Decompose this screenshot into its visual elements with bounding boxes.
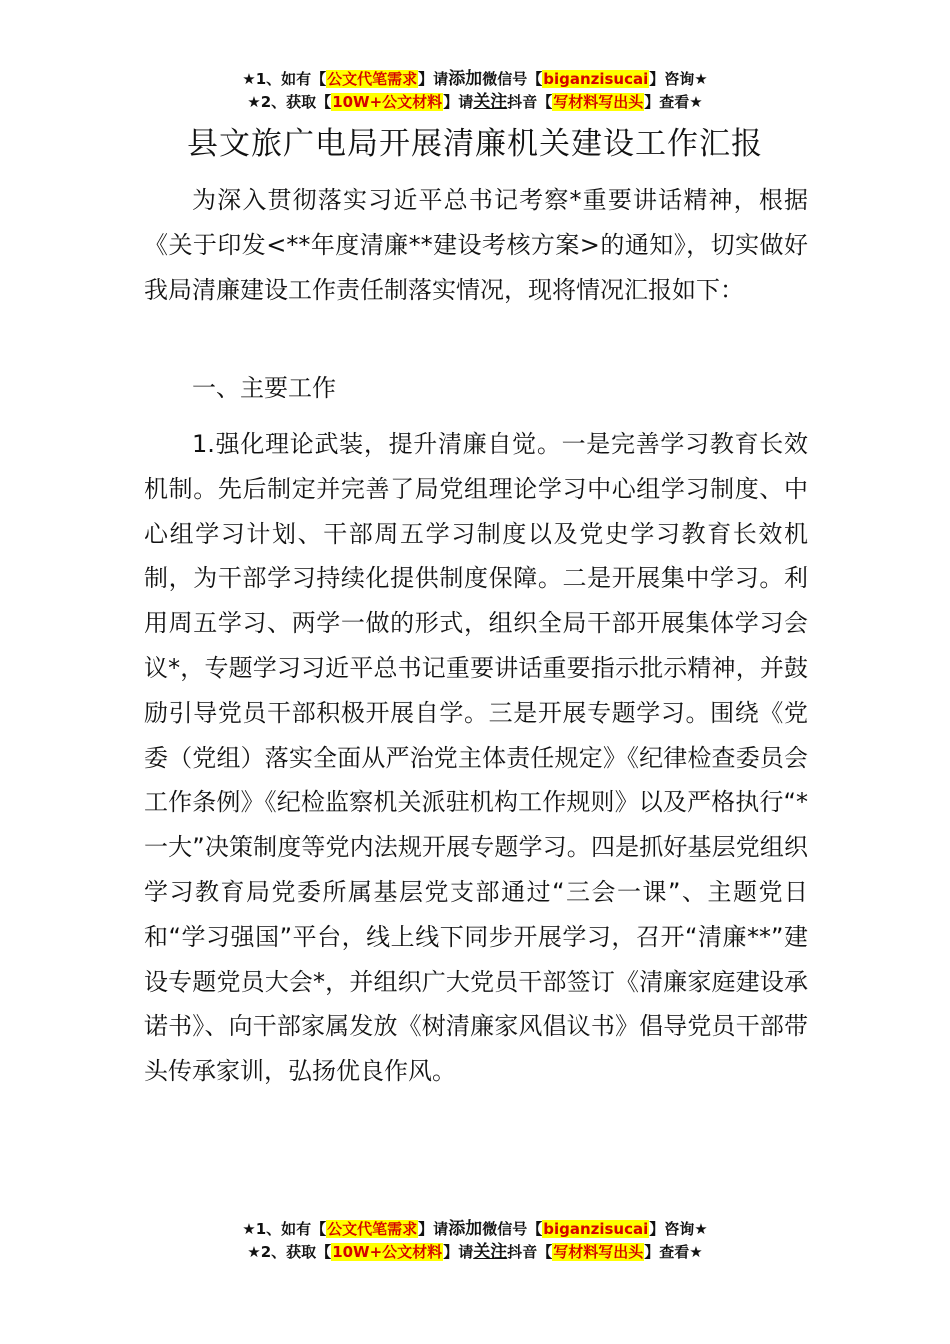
promo-text: 抖音【 bbox=[507, 93, 553, 111]
section-heading-block bbox=[144, 366, 808, 411]
promo-text: 微信号【 bbox=[482, 70, 543, 88]
section-body bbox=[144, 422, 808, 1094]
promo-banner-top bbox=[0, 68, 950, 114]
promo-text: 微信号【 bbox=[482, 1220, 543, 1238]
promo-text: 】咨询★ bbox=[649, 1220, 708, 1238]
promo-line-1 bbox=[0, 1218, 950, 1241]
promo-text: 】请 bbox=[443, 93, 474, 111]
body-paragraph: 1.强化理论武装，提升清廉自觉。一是完善学习教育长效机制。先后制定并完善了局党组理论学习中心组学习制度、中心组学习计划、干部周五学习制度以及党史学习教育长效机制，为干部学习持续化提供制度保障。二是开展集中学习。利用周五学习、两学一做的形式，组织全局干部开展集体学习会议*，专题学习习近平总书记重要讲话重要指示批示精神，并鼓励引导党员干部积极开展自学。三是开展专题学习。围绕《党委（党组）落实全面从严治党主体责任规定》《纪律检查委员会工作条例》《纪检监察机关派驻机构工作规则》以及严格执行“*一大”决策制度等党内法规开展专题学习。四是抓好基层党组织学习教育局党委所属基层党支部通过“三会一课”、主题党日和“学习强国”平台，线上线下同步开展学习，召开“清廉**”建设专题党员大会*，并组织广大党员干部签订《清廉家庭建设承诺书》、向干部家属发放《树清廉家风倡议书》倡导党员干部带头传承家训，弘扬优良作风。 bbox=[144, 430, 808, 1086]
highlight-text: 公文代笔需求 bbox=[327, 70, 418, 88]
promo-text: 】查看★ bbox=[644, 93, 703, 111]
promo-line-2 bbox=[0, 91, 950, 114]
promo-text: 】请 bbox=[418, 1220, 449, 1238]
promo-text: ★2、获取【 bbox=[247, 93, 332, 111]
douyin-id-highlight: 写材料写出头 bbox=[553, 93, 644, 111]
promo-emphasis: 关注 bbox=[473, 1242, 508, 1262]
douyin-id-highlight: 写材料写出头 bbox=[553, 1243, 644, 1261]
promo-text: 】请 bbox=[443, 1243, 474, 1261]
promo-text: ★2、获取【 bbox=[247, 1243, 332, 1261]
promo-text: 抖音【 bbox=[507, 1243, 553, 1261]
promo-text: ★1、如有【 bbox=[242, 70, 327, 88]
intro-section bbox=[144, 178, 808, 312]
section-heading: 一、主要工作 bbox=[192, 374, 336, 402]
highlight-text: 10W+公文材料 bbox=[332, 1243, 443, 1261]
wechat-id-highlight: biganzisucai bbox=[543, 1220, 649, 1238]
highlight-text: 10W+公文材料 bbox=[332, 93, 443, 111]
promo-text: ★1、如有【 bbox=[242, 1220, 327, 1238]
intro-paragraph: 为深入贯彻落实习近平总书记考察*重要讲话精神，根据《关于印发<**年度清廉**建设考核方案>的通知》，切实做好我局清廉建设工作责任制落实情况，现将情况汇报如下： bbox=[144, 186, 808, 304]
wechat-id-highlight: biganzisucai bbox=[543, 70, 649, 88]
promo-banner-bottom bbox=[0, 1218, 950, 1264]
document-title: 县文旅广电局开展清廉机关建设工作汇报 bbox=[187, 126, 763, 162]
promo-emphasis: 添加 bbox=[448, 1219, 483, 1239]
promo-text: 】查看★ bbox=[644, 1243, 703, 1261]
promo-emphasis: 添加 bbox=[448, 69, 483, 89]
promo-line-2 bbox=[0, 1241, 950, 1264]
promo-text: 】咨询★ bbox=[649, 70, 708, 88]
highlight-text: 公文代笔需求 bbox=[327, 1220, 418, 1238]
promo-emphasis: 关注 bbox=[473, 92, 508, 112]
promo-line-1 bbox=[0, 68, 950, 91]
promo-text: 】请 bbox=[418, 70, 449, 88]
